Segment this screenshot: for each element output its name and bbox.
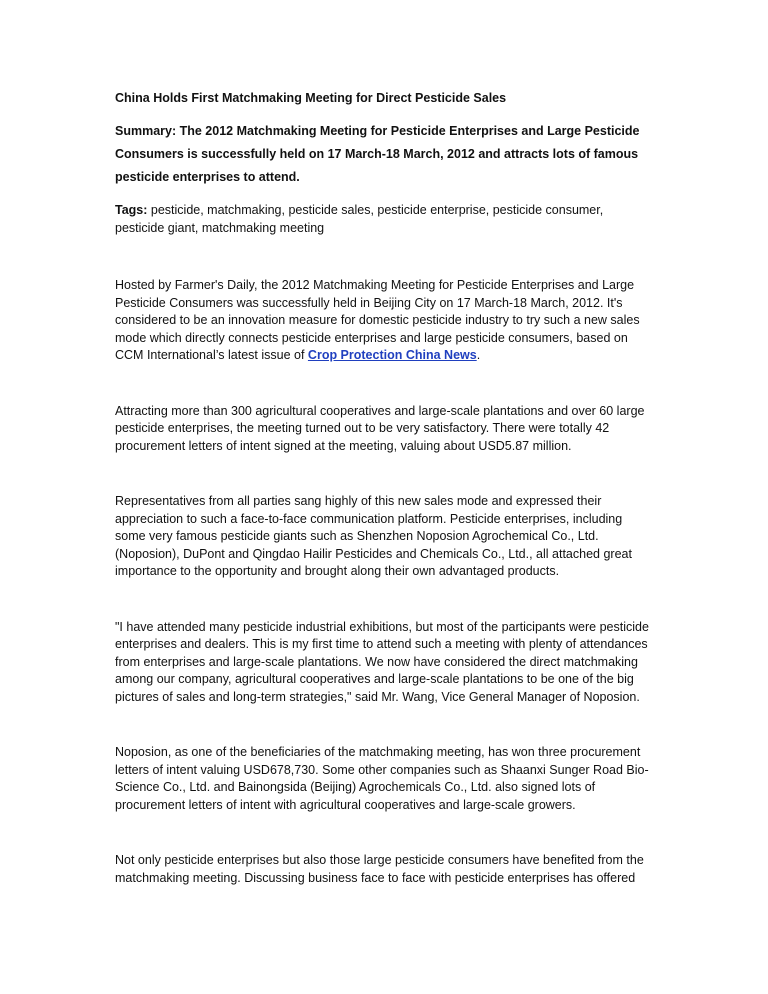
paragraph-hosted-by <box>115 277 655 365</box>
paragraph-noposion: Noposion, as one of the beneficiaries of the matchmaking meeting, has won three procurement letters of intent valuing USD678,730. Some other companies such as Shaanxi Sunger Road Bio-Science Co., Ltd. and Bainongsida (Beijing) Agrochemicals Co., Ltd. also signed lots of procurement letters of intent with agricultural cooperatives and large-scale growers. <box>115 745 649 812</box>
article-title: China Holds First Matchmaking Meeting for Direct Pesticide Sales <box>115 91 507 105</box>
paragraph-hosted-by-text: Hosted by Farmer's Daily, the 2012 Matchmaking Meeting for Pesticide Enterprises and Large Pesticide Consumers was successfully held in Beijing City on 17 March-18 March, 2012. It's considered to be an innovation measure for domestic pesticide industry to try such a new sales mode which directly connects pesticide enterprises and large pesticide consumers, based on CCM International’s latest issue of <box>115 278 640 362</box>
paragraph-hosted-by-end: . <box>476 348 481 362</box>
tags-list: pesticide, matchmaking, pesticide sales, pesticide enterprise, pesticide consumer, pesticide giant, matchmaking meeting <box>115 203 604 235</box>
paragraph-attracting: Attracting more than 300 agricultural cooperatives and large-scale plantations and over 60 large pesticide enterprises, the meeting turned out to be very satisfactory. There were totally 42 procurement letters of intent signed at the meeting, valuing about USD5.87 million. <box>115 403 645 453</box>
crop-protection-china-news-link[interactable]: Crop Protection China News <box>307 348 477 362</box>
document-page <box>115 90 655 887</box>
tags-label: Tags: <box>115 203 148 217</box>
article-summary: Summary: The 2012 Matchmaking Meeting for Pesticide Enterprises and Large Pesticide Consumers is successfully held on 17 March-18 March, 2012 and attracts lots of famous pesticide enterprises to attend. <box>115 124 640 184</box>
paragraph-quote: "I have attended many pesticide industrial exhibitions, but most of the participants were pesticide enterprises and dealers. This is my first time to attend such a meeting with plenty of attendances from enterprises and large-scale plantations. We now have considered the direct matchmaking among our company, agricultural cooperatives and large-scale plantations to be one of the big pictures of sales and long-term strategies," said Mr. Wang, Vice General Manager of Noposion. <box>115 619 649 704</box>
paragraph-consumers: Not only pesticide enterprises but also those large pesticide consumers have benefited from the matchmaking meeting. Discussing business face to face with pesticide enterprises has offered <box>115 853 644 885</box>
paragraph-representatives: Representatives from all parties sang highly of this new sales mode and expressed their appreciation to such a face-to-face communication platform. Pesticide enterprises, including some very famous pesticide giants such as Shenzhen Noposion Agrochemical Co., Ltd. (Noposion), DuPont and Qingdao Hailir Pesticides and Chemicals Co., Ltd., all attached great importance to the opportunity and brought along their own advantaged products. <box>115 494 632 578</box>
article-tags <box>115 202 655 237</box>
